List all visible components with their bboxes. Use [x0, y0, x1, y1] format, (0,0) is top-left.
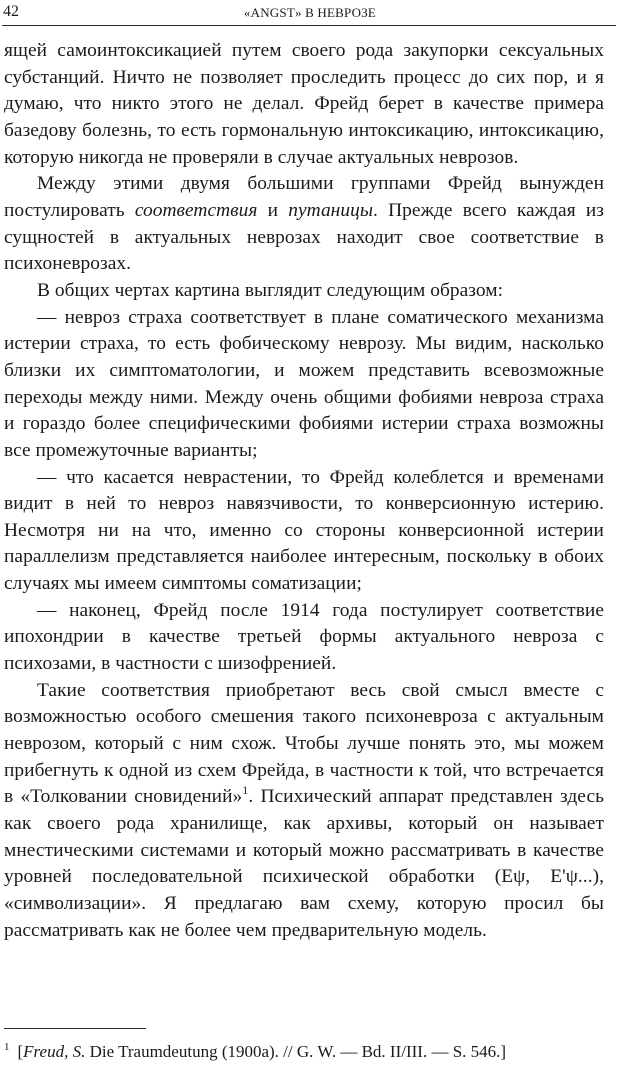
footnote-citation: Die Traumdeutung (1900a). // G. W. — Bd. II/III. — S. 546.] — [85, 1042, 507, 1061]
paragraph-continuation: ящей самоинтоксикацией путем своего рода закупорки сексуальных субстанций. Ничто не позволяет проследить процесс до сих пор, и я думаю, что никто этого не делал. Фрейд берет в качестве примера базедову болезнь, то есть гормональную интоксикацию, интоксикацию, которую никогда не проверяли в случае актуальных неврозов. — [4, 40, 604, 168]
footnote-reference: 1 — [242, 783, 249, 798]
paragraph-text: Между этими двумя большими группами Фрейд вынужден постулировать — [4, 173, 604, 221]
paragraph-text: . Психический аппарат представлен здесь как своего рода хранилище, как архивы, который он называет мнестическими системами и который можно рассматривать в качестве уровней последовательной психической обработки (Eψ, E'ψ...), «символизации». Я предлагаю вам схему, которую просил бы рассматривать как не более чем предварительную модель. — [4, 786, 604, 941]
italic-term-confusions: путаницы — [288, 199, 374, 221]
footnote-author: Freud, S. — [23, 1042, 86, 1061]
paragraph-correspondences — [4, 171, 604, 278]
list-item-hypochondria: — наконец, Фрейд после 1914 года постулирует соответствие ипохондрии в качестве третьей формы актуального невроза с психозами, в частности с шизофренией. — [4, 599, 604, 675]
paragraph-text: и — [257, 199, 289, 221]
list-item-anxiety-neurosis: — невроз страха соответствует в плане соматического механизма истерии страха, то есть фобическому неврозу. Мы видим, насколько близки их симптоматологии, и можем представить всевозможные переходы между ними. Между очень общими фобиями невроза страха и гораздо более специфическими фобиями истерии страха возможны все промежуточные варианты; — [4, 306, 604, 461]
page-number: 42 — [3, 3, 19, 20]
running-head: «ANGST» В НЕВРОЗЕ — [243, 5, 377, 20]
footnote — [4, 1042, 604, 1062]
footnote-bracket: [ — [17, 1042, 24, 1061]
header-rule — [2, 25, 616, 26]
paragraph-overview: В общих чертах картина выглядит следующим образом: — [37, 279, 504, 301]
footnote-number: 1 — [4, 1041, 10, 1053]
list-item-neurasthenia: — что касается неврастении, то Фрейд колеблется и временами видит в ней то невроз навязчивости, то конверсионную истерию. Несмотря ни на что, именно со стороны конверсионной истерии параллелизм представляется наиболее интересным, поскольку в обоих случаях мы имеем симптомы соматизации; — [4, 466, 604, 595]
paragraph-psychic-apparatus — [4, 678, 604, 945]
paragraph-text: . Прежде всего каждая из сущностей в актуальных неврозах находит свое соответствие в психоневрозах. — [4, 199, 604, 275]
page-header — [3, 2, 617, 22]
paragraph-text: Такие соответствия приобретают весь свой смысл вместе с возможностью особого смешения такого психоневроза с актуальным неврозом, который с ним схож. Чтобы лучше понять это, мы можем прибегнуть к одной из схем Фрейда, в частности к той, что встречается в «Толковании сновидений» — [4, 679, 604, 808]
footnote-rule — [4, 1028, 146, 1029]
italic-term-correspondences: соответствия — [134, 199, 258, 221]
body-text — [4, 38, 604, 944]
